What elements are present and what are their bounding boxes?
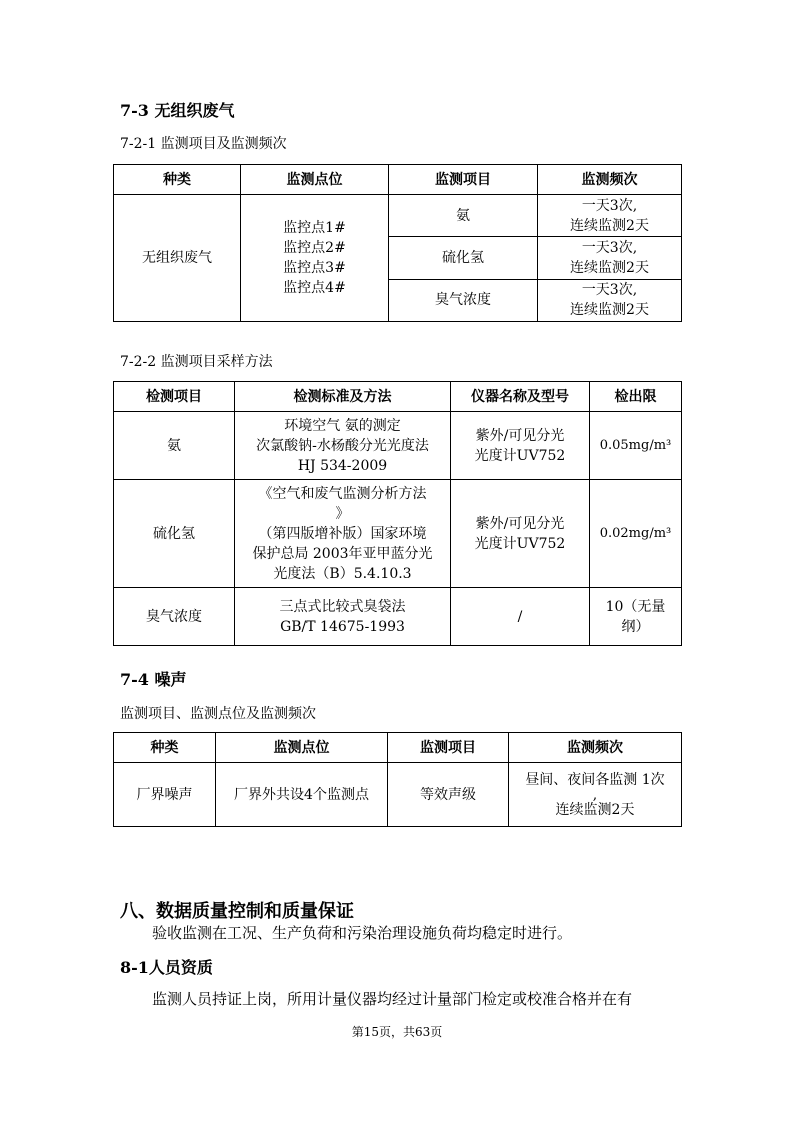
paragraph: 验收监测在工况、生产负荷和污染治理设施负荷均稳定时进行。 (152, 924, 573, 942)
table-cell-points (241, 195, 389, 322)
method-line: GB/T 14675-1993 (280, 618, 405, 635)
table-cell-method (235, 412, 451, 480)
table-cell-type: 厂界噪声 (114, 763, 216, 827)
method-line: 》 (335, 505, 350, 522)
table-header: 仪器名称及型号 (451, 382, 590, 412)
table-header: 监测项目 (388, 733, 509, 763)
frequency-line: 一天3次, (581, 282, 638, 299)
method-line: （第四版增补版）国家环境 (258, 525, 427, 542)
table-cell-point: 厂界外共设4个监测点 (216, 763, 388, 827)
table-cell-limit (590, 588, 682, 646)
table-cell-type: 无组织废气 (114, 195, 241, 322)
method-line: 保护总局 2003年亚甲蓝分光 (252, 545, 433, 562)
table-header: 种类 (114, 165, 241, 195)
subheading-noise: 监测项目、监测点位及监测频次 (120, 706, 316, 722)
frequency-line: 一天3次, (581, 197, 638, 214)
method-line: 次氯酸钠-水杨酸分光光度法 (256, 437, 429, 454)
table-cell-frequency (538, 237, 682, 279)
method-line: 《空气和废气监测分析方法 (258, 485, 427, 502)
table-cell-item: 等效声级 (388, 763, 509, 827)
frequency-line: 昼间、夜间各监测 1次 (525, 771, 665, 788)
limit-line: 纲） (621, 618, 650, 635)
table-cell-frequency (538, 279, 682, 321)
table-cell-instrument (451, 412, 590, 480)
monitoring-frequency-table (113, 164, 682, 322)
method-line: 光度法（B）5.4.10.3 (273, 565, 412, 582)
section-heading-8: 八、数据质量控制和质量保证 (120, 901, 354, 922)
instrument-line: 紫外/可见分光 (475, 427, 565, 444)
frequency-line: 连续监测2天 (555, 801, 635, 818)
section-heading-8-1: 8-1人员资质 (120, 958, 213, 977)
instrument-line: 光度计UV752 (474, 447, 566, 464)
table-cell-item: 臭气浓度 (114, 588, 235, 646)
section-heading-7-3: 7-3 无组织废气 (120, 101, 235, 120)
method-line: 三点式比较式臭袋法 (279, 598, 406, 615)
table-cell-limit: 0.05mg/m³ (590, 412, 682, 480)
table-header: 检出限 (590, 382, 682, 412)
page-footer: 第15页，共63页 (351, 1025, 443, 1039)
sampling-method-table (113, 381, 682, 646)
point-line: 监控点3# (283, 260, 346, 277)
table-cell-item: 臭气浓度 (389, 279, 538, 321)
table-header: 检测标准及方法 (235, 382, 451, 412)
table-cell-method (235, 588, 451, 646)
frequency-line: , (592, 786, 598, 803)
subheading-7-2-1: 7-2-1 监测项目及监测频次 (120, 136, 287, 152)
noise-monitoring-table (113, 732, 682, 827)
table-header: 种类 (114, 733, 216, 763)
frequency-line: 连续监测2天 (570, 217, 649, 234)
table-cell-item: 氨 (114, 412, 235, 480)
table-header: 监测频次 (538, 165, 682, 195)
table-cell-item: 硫化氢 (389, 237, 538, 279)
instrument-line: 紫外/可见分光 (475, 515, 565, 532)
subheading-7-2-2: 7-2-2 监测项目采样方法 (120, 354, 273, 370)
table-cell-instrument: / (451, 588, 590, 646)
table-cell-limit: 0.02mg/m³ (590, 480, 682, 588)
table-cell-method (235, 480, 451, 588)
table-header: 监测项目 (389, 165, 538, 195)
section-heading-7-4: 7-4 噪声 (120, 670, 187, 689)
table-cell-item: 氨 (389, 195, 538, 237)
point-line: 监控点4# (283, 280, 346, 297)
frequency-line: 连续监测2天 (570, 260, 649, 277)
table-cell-instrument (451, 480, 590, 588)
limit-line: 10（无量 (605, 598, 666, 615)
point-line: 监控点2# (283, 240, 346, 257)
table-header: 监测点位 (216, 733, 388, 763)
instrument-line: 光度计UV752 (474, 535, 566, 552)
frequency-line: 连续监测2天 (570, 302, 649, 319)
method-line: 环境空气 氨的测定 (284, 417, 401, 434)
point-line: 监控点1# (283, 220, 346, 237)
table-header: 检测项目 (114, 382, 235, 412)
frequency-line: 一天3次, (581, 240, 638, 257)
table-header: 监测频次 (509, 733, 682, 763)
table-header: 监测点位 (241, 165, 389, 195)
table-cell-item: 硫化氢 (114, 480, 235, 588)
table-cell-frequency (538, 195, 682, 237)
method-line: HJ 534-2009 (297, 457, 388, 474)
paragraph: 监测人员持证上岗，所用计量仪器均经过计量部门检定或校准合格并在有 (152, 990, 633, 1008)
table-cell-frequency (509, 763, 682, 827)
